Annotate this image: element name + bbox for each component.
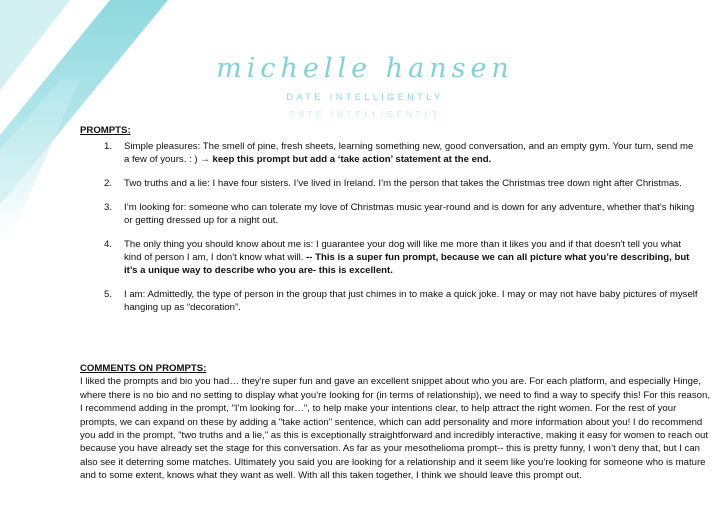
prompt-number: 1. (104, 141, 113, 152)
prompt-text: Two truths and a lie: I have four sisters. I’ve lived in Ireland. I’m the person that takes the Christmas tree down right after Christmas. (124, 178, 682, 189)
logo (200, 52, 530, 119)
comments-section (80, 362, 712, 483)
prompt-number: 5. (104, 289, 113, 300)
prompts-list (80, 140, 700, 314)
prompt-text: I am: Admittedly, the type of person in the group that just chimes in to make a quick joke. I may or may not have baby pictures of myself hanging up as “decoration”. (124, 289, 698, 313)
logo-watermark: DATE INTELLIGENTLY (289, 109, 441, 119)
prompt-item (80, 177, 700, 190)
comments-heading: COMMENTS ON PROMPTS: (80, 363, 207, 374)
prompt-feedback: keep this prompt but add a ‘take action’ statement at the end. (212, 154, 492, 165)
prompt-text: I’m looking for: someone who can tolerate my love of Christmas music year-round and is down for any adventure, whether that's hiking or getting dressed up for a night out. (124, 202, 695, 226)
logo-script-name: michelle hansen (216, 53, 514, 84)
prompt-text: The only thing you should know about me is: I guarantee your dog will like me more than it likes you and if that doesn't tell you what kind of person I am, I don't know what will. (124, 239, 681, 263)
prompt-number: 2. (104, 178, 113, 189)
prompt-item (80, 201, 700, 227)
prompt-number: 4. (104, 239, 113, 250)
fade-stripe-shape (0, 80, 80, 260)
comments-body: I liked the prompts and bio you had… they're super fun and gave an excellent snippet about who you are. For each platform, and especially Hinge, where there is no bio and no setting to display what you're looking for (in terms of relationship), we need to find a way to specify this! For this reason, I recommend adding in the prompt, "I'm looking for…", to help make your intentions clear, to help attract the right women. For the rest of your prompts, we can expand on these by adding a "take action" sentence, which can add personality and more information about you! I do recommend you add in the prompt, "two truths and a lie," as this is exceptionally straightforward and incredibly interactive, making it easy for women to reach out because you have already set the stage for this conversation. As far as your mesothelioma prompt-- this is pretty funny, I won’t deny that, but I can also see it deterring some matches. Ultimately you said you are looking for a relationship and it seem like you’re looking for someone who is mature and to some extent, knows what they want as well. With all this taken together, I think we should leave this prompt out. (80, 376, 711, 482)
prompt-number: 3. (104, 202, 113, 213)
logo-tagline: DATE INTELLIGENTLY (286, 92, 444, 102)
prompt-text: Simple pleasures: The smell of pine, fresh sheets, learning something new, good conversation, and an empty gym. Your turn, send me a few of yours. : ) → (124, 141, 694, 165)
prompt-item (80, 288, 700, 314)
prompt-feedback: -- This is a super fun prompt, because we can all picture what you’re describing, but it’s a unique way to describe who you are- this is excellent. (124, 252, 690, 276)
prompt-item (80, 238, 700, 277)
prompt-item (80, 140, 700, 166)
prompts-section (80, 124, 700, 325)
prompts-heading: PROMPTS: (80, 125, 131, 136)
